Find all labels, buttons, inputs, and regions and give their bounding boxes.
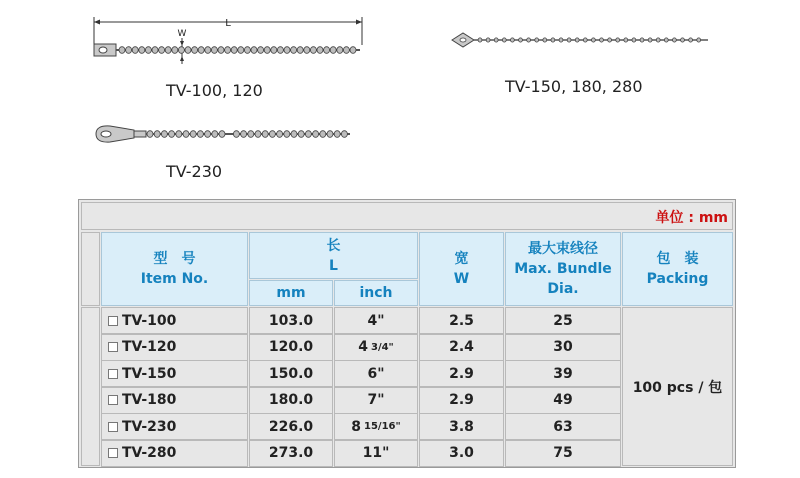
strap-bead	[238, 47, 244, 54]
width-dim-label: W	[177, 29, 187, 39]
item-label: TV-180	[122, 392, 177, 408]
inch-cell	[334, 360, 418, 387]
inch-cell	[334, 440, 418, 467]
inch-fraction: 3/4"	[370, 341, 394, 353]
strap-bead	[313, 131, 319, 138]
strap-bead	[185, 47, 191, 54]
mm-cell: 120.0	[249, 334, 333, 361]
strap-bead	[205, 131, 211, 138]
strap-bead	[567, 38, 571, 42]
item-checkbox[interactable]	[108, 448, 118, 458]
strap-bead	[291, 47, 297, 54]
item-label: TV-150	[122, 365, 177, 382]
strap-bead	[190, 131, 196, 138]
mm-cell: 273.0	[249, 440, 333, 467]
strap-bead	[297, 47, 303, 54]
strap-bead	[176, 131, 182, 138]
mm-cell: 226.0	[249, 413, 333, 440]
header-bundle-cn: 最大束线径	[528, 241, 598, 257]
strap-bead	[154, 131, 160, 138]
strap-bead	[664, 38, 668, 42]
tv-150-180-280-drawing	[452, 33, 708, 47]
strap-bead	[350, 47, 356, 54]
strap-bead	[616, 38, 620, 42]
item-checkbox[interactable]	[108, 342, 118, 352]
item-label: TV-230	[122, 418, 177, 435]
strap-bead	[494, 38, 498, 42]
strap-bead	[502, 38, 506, 42]
strap-bead	[305, 131, 311, 138]
strap-bead	[543, 38, 547, 42]
strap-bead	[583, 38, 587, 42]
item-checkbox[interactable]	[108, 369, 118, 379]
header-item-cn: 型 号	[153, 251, 196, 267]
dia-cell: 39	[505, 360, 621, 387]
strap-bead	[330, 47, 336, 54]
left-spacer-header	[81, 232, 100, 306]
tv-230-drawing	[96, 126, 350, 142]
header-length-cn: 长	[326, 237, 341, 254]
inch-value: 8	[351, 418, 362, 435]
strap-bead	[251, 47, 257, 54]
strap-bead	[271, 47, 277, 54]
header-inch: inch	[334, 280, 418, 306]
strap-bead	[681, 38, 685, 42]
strap-bead	[264, 47, 270, 54]
strap-bead	[139, 47, 145, 54]
header-max-bundle	[505, 232, 621, 306]
width-cell: 3.0	[419, 440, 504, 467]
item-cell[interactable]	[101, 360, 248, 387]
strap-bead	[212, 131, 218, 138]
strap-bead	[284, 131, 290, 138]
strap-bead	[145, 47, 151, 54]
strap-bead	[178, 47, 184, 54]
strap-bead	[262, 131, 268, 138]
strap-bead	[511, 38, 515, 42]
width-cell: 3.8	[419, 413, 504, 440]
strap-bead	[147, 131, 153, 138]
strap-bead	[320, 131, 326, 138]
strap-bead	[592, 38, 596, 42]
strap-bead	[298, 131, 304, 138]
dia-cell: 30	[505, 334, 621, 361]
strap-bead	[165, 47, 171, 54]
strap-bead	[258, 47, 264, 54]
strap-bead	[277, 47, 283, 54]
strap-bead	[152, 47, 158, 54]
header-packing-cn: 包 装	[656, 251, 699, 267]
item-cell[interactable]	[101, 413, 248, 440]
strap-bead	[624, 38, 628, 42]
inch-value: 7"	[367, 392, 385, 408]
header-length	[249, 232, 418, 279]
strap-bead	[218, 47, 224, 54]
strap-bead	[197, 131, 203, 138]
strap-bead	[697, 38, 701, 42]
strap-bead	[341, 131, 347, 138]
strap-bead	[478, 38, 482, 42]
width-cell: 2.4	[419, 334, 504, 361]
strap-bead	[231, 47, 237, 54]
strap-bead	[225, 47, 231, 54]
strap-bead	[304, 47, 310, 54]
strap-bead	[327, 131, 333, 138]
inch-cell	[334, 307, 418, 334]
strap-bead	[673, 38, 677, 42]
item-cell[interactable]	[101, 440, 248, 467]
strap-bead	[519, 38, 523, 42]
strap-bead	[608, 38, 612, 42]
width-cell: 2.5	[419, 307, 504, 334]
strap-bead	[284, 47, 290, 54]
header-bundle-en1: Max. Bundle	[514, 261, 612, 277]
header-packing	[622, 232, 733, 306]
dia-cell: 25	[505, 307, 621, 334]
strap-bead	[334, 131, 340, 138]
header-item-no	[101, 232, 248, 306]
strap-bead	[310, 47, 316, 54]
caption-tv-230: TV-230	[166, 162, 223, 181]
item-label: TV-280	[122, 445, 177, 461]
mm-cell: 103.0	[249, 307, 333, 334]
caption-tv-100-120: TV-100, 120	[166, 81, 263, 100]
strap-bead	[337, 47, 343, 54]
strap-bead	[205, 47, 211, 54]
strap-bead	[632, 38, 636, 42]
inch-value: 4"	[367, 312, 385, 329]
inch-cell	[334, 387, 418, 414]
tv-100-120-drawing	[94, 17, 362, 64]
inch-value: 4	[358, 339, 368, 355]
header-length-en: L	[329, 257, 338, 274]
inch-cell	[334, 334, 418, 361]
strap-bead	[527, 38, 531, 42]
strap-bead	[317, 47, 323, 54]
strap-bead	[159, 47, 165, 54]
inch-cell	[334, 413, 418, 440]
caption-tv-150-180-280: TV-150, 180, 280	[505, 77, 643, 96]
inch-fraction: 15/16"	[364, 421, 401, 432]
strap-bead	[291, 131, 297, 138]
strap-bead	[575, 38, 579, 42]
item-checkbox[interactable]	[108, 316, 118, 326]
strap-bead	[248, 131, 254, 138]
header-mm: mm	[249, 280, 333, 306]
item-checkbox[interactable]	[108, 395, 118, 405]
strap-bead	[551, 38, 555, 42]
strap-bead	[689, 38, 693, 42]
strap-bead	[244, 47, 250, 54]
header-width-cn: 宽	[454, 251, 469, 267]
inch-value: 11"	[362, 445, 390, 461]
strap-bead	[600, 38, 604, 42]
strap-bead	[648, 38, 652, 42]
strap-bead	[132, 47, 138, 54]
strap-bead	[126, 47, 132, 54]
header-packing-en: Packing	[646, 271, 709, 287]
unit-row	[81, 202, 733, 230]
inch-value: 6"	[367, 365, 385, 382]
strap-bead	[183, 131, 189, 138]
strap-bead	[324, 47, 330, 54]
strap-bead	[219, 131, 225, 138]
strap-bead	[211, 47, 217, 54]
strap-bead	[161, 131, 167, 138]
dia-cell: 63	[505, 413, 621, 440]
strap-bead	[169, 131, 175, 138]
strap-bead	[640, 38, 644, 42]
strap-bead	[198, 47, 204, 54]
header-bundle-en2: Dia.	[547, 281, 579, 297]
item-cell[interactable]	[101, 307, 248, 334]
strap-bead	[269, 131, 275, 138]
header-width	[419, 232, 504, 306]
item-cell[interactable]	[101, 387, 248, 414]
header-item-en: Item No.	[140, 271, 209, 287]
strap-bead	[255, 131, 261, 138]
item-label: TV-100	[122, 312, 177, 329]
strap-bead	[192, 47, 198, 54]
mm-cell: 180.0	[249, 387, 333, 414]
left-spacer-body	[81, 307, 100, 466]
dia-cell: 75	[505, 440, 621, 467]
strap-bead	[241, 131, 247, 138]
item-checkbox[interactable]	[108, 422, 118, 432]
strap-bead	[233, 131, 239, 138]
strap-bead	[486, 38, 490, 42]
product-drawings	[0, 0, 800, 200]
strap-bead	[277, 131, 283, 138]
item-cell[interactable]	[101, 334, 248, 361]
length-dim-label: L	[225, 18, 231, 29]
strap-bead	[172, 47, 178, 54]
width-cell: 2.9	[419, 360, 504, 387]
strap-bead	[559, 38, 563, 42]
item-label: TV-120	[122, 339, 177, 355]
strap-bead	[343, 47, 349, 54]
spec-table	[78, 199, 736, 468]
mm-cell: 150.0	[249, 360, 333, 387]
header-width-en: W	[453, 271, 470, 287]
dia-cell: 49	[505, 387, 621, 414]
strap-bead	[119, 47, 125, 54]
width-cell: 2.9	[419, 387, 504, 414]
unit-label: 单位 : mm	[655, 210, 728, 226]
strap-bead	[656, 38, 660, 42]
strap-bead	[535, 38, 539, 42]
packing-cell: 100 pcs / 包	[622, 307, 733, 466]
